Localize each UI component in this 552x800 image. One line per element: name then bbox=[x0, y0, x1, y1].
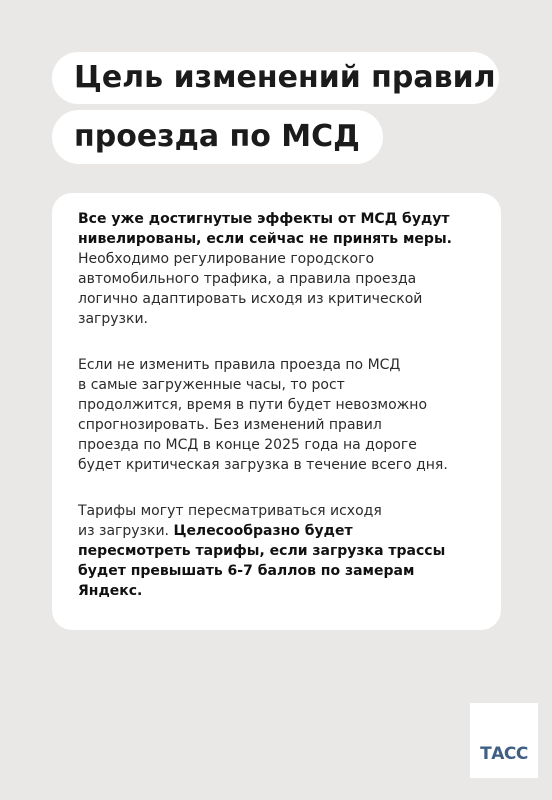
paragraph-line bbox=[78, 561, 481, 581]
line-text: нивелированы, если сейчас не принять меры. bbox=[78, 231, 452, 247]
line-text: будет критическая загрузка в течение всего дня. bbox=[78, 457, 448, 473]
info-card bbox=[52, 193, 501, 630]
line-text: Если не изменить правила проезда по МСД bbox=[78, 357, 401, 373]
line-text: логично адаптировать исходя из критической bbox=[78, 291, 423, 307]
paragraph-line bbox=[78, 289, 481, 309]
paragraph-line bbox=[78, 415, 481, 435]
line-text: спрогнозировать. Без изменений правил bbox=[78, 417, 382, 433]
line-text: будет превышать 6-7 баллов по замерам bbox=[78, 563, 415, 579]
tass-logo bbox=[470, 703, 538, 778]
paragraph-line bbox=[78, 435, 481, 455]
paragraph-line bbox=[78, 269, 481, 289]
title-line-2 bbox=[52, 110, 383, 164]
paragraph-line bbox=[78, 581, 481, 601]
paragraph-line bbox=[78, 209, 481, 229]
paragraph-line bbox=[78, 375, 481, 395]
paragraph-3 bbox=[78, 501, 481, 601]
line-text: продолжится, время в пути будет невозможно bbox=[78, 397, 428, 413]
line-text: пересмотреть тарифы, если загрузка трассы bbox=[78, 543, 446, 559]
title-line-1-text: Цель изменений правил bbox=[74, 60, 496, 95]
line-text: Все уже достигнутые эффекты от МСД будут bbox=[78, 211, 450, 227]
paragraph-line bbox=[78, 521, 481, 541]
line-text: Тарифы могут пересматриваться исходя bbox=[78, 503, 382, 519]
line-text: Необходимо регулирование городского bbox=[78, 251, 375, 267]
paragraph-line bbox=[78, 395, 481, 415]
paragraph-2 bbox=[78, 355, 481, 475]
line-text: загрузки. bbox=[78, 311, 148, 327]
line-segment: из загрузки. bbox=[78, 523, 174, 539]
paragraph-line bbox=[78, 309, 481, 329]
title-line-1 bbox=[52, 52, 499, 104]
line-text: автомобильного трафика, а правила проезда bbox=[78, 271, 417, 287]
paragraph-line bbox=[78, 249, 481, 269]
paragraph-line bbox=[78, 455, 481, 475]
tass-logo-text: ТАСС bbox=[480, 744, 528, 764]
line-text: Яндекс. bbox=[78, 583, 143, 599]
line-text: в самые загруженные часы, то рост bbox=[78, 377, 345, 393]
line-segment: Целесообразно будет bbox=[173, 523, 353, 539]
paragraph-line bbox=[78, 355, 481, 375]
paragraph-line bbox=[78, 541, 481, 561]
line-text: проезда по МСД в конце 2025 года на дороге bbox=[78, 437, 417, 453]
paragraph-line bbox=[78, 501, 481, 521]
info-card-body bbox=[78, 209, 481, 601]
paragraph-1 bbox=[78, 209, 481, 329]
title-line-2-text: проезда по МСД bbox=[74, 119, 360, 154]
paragraph-line bbox=[78, 229, 481, 249]
